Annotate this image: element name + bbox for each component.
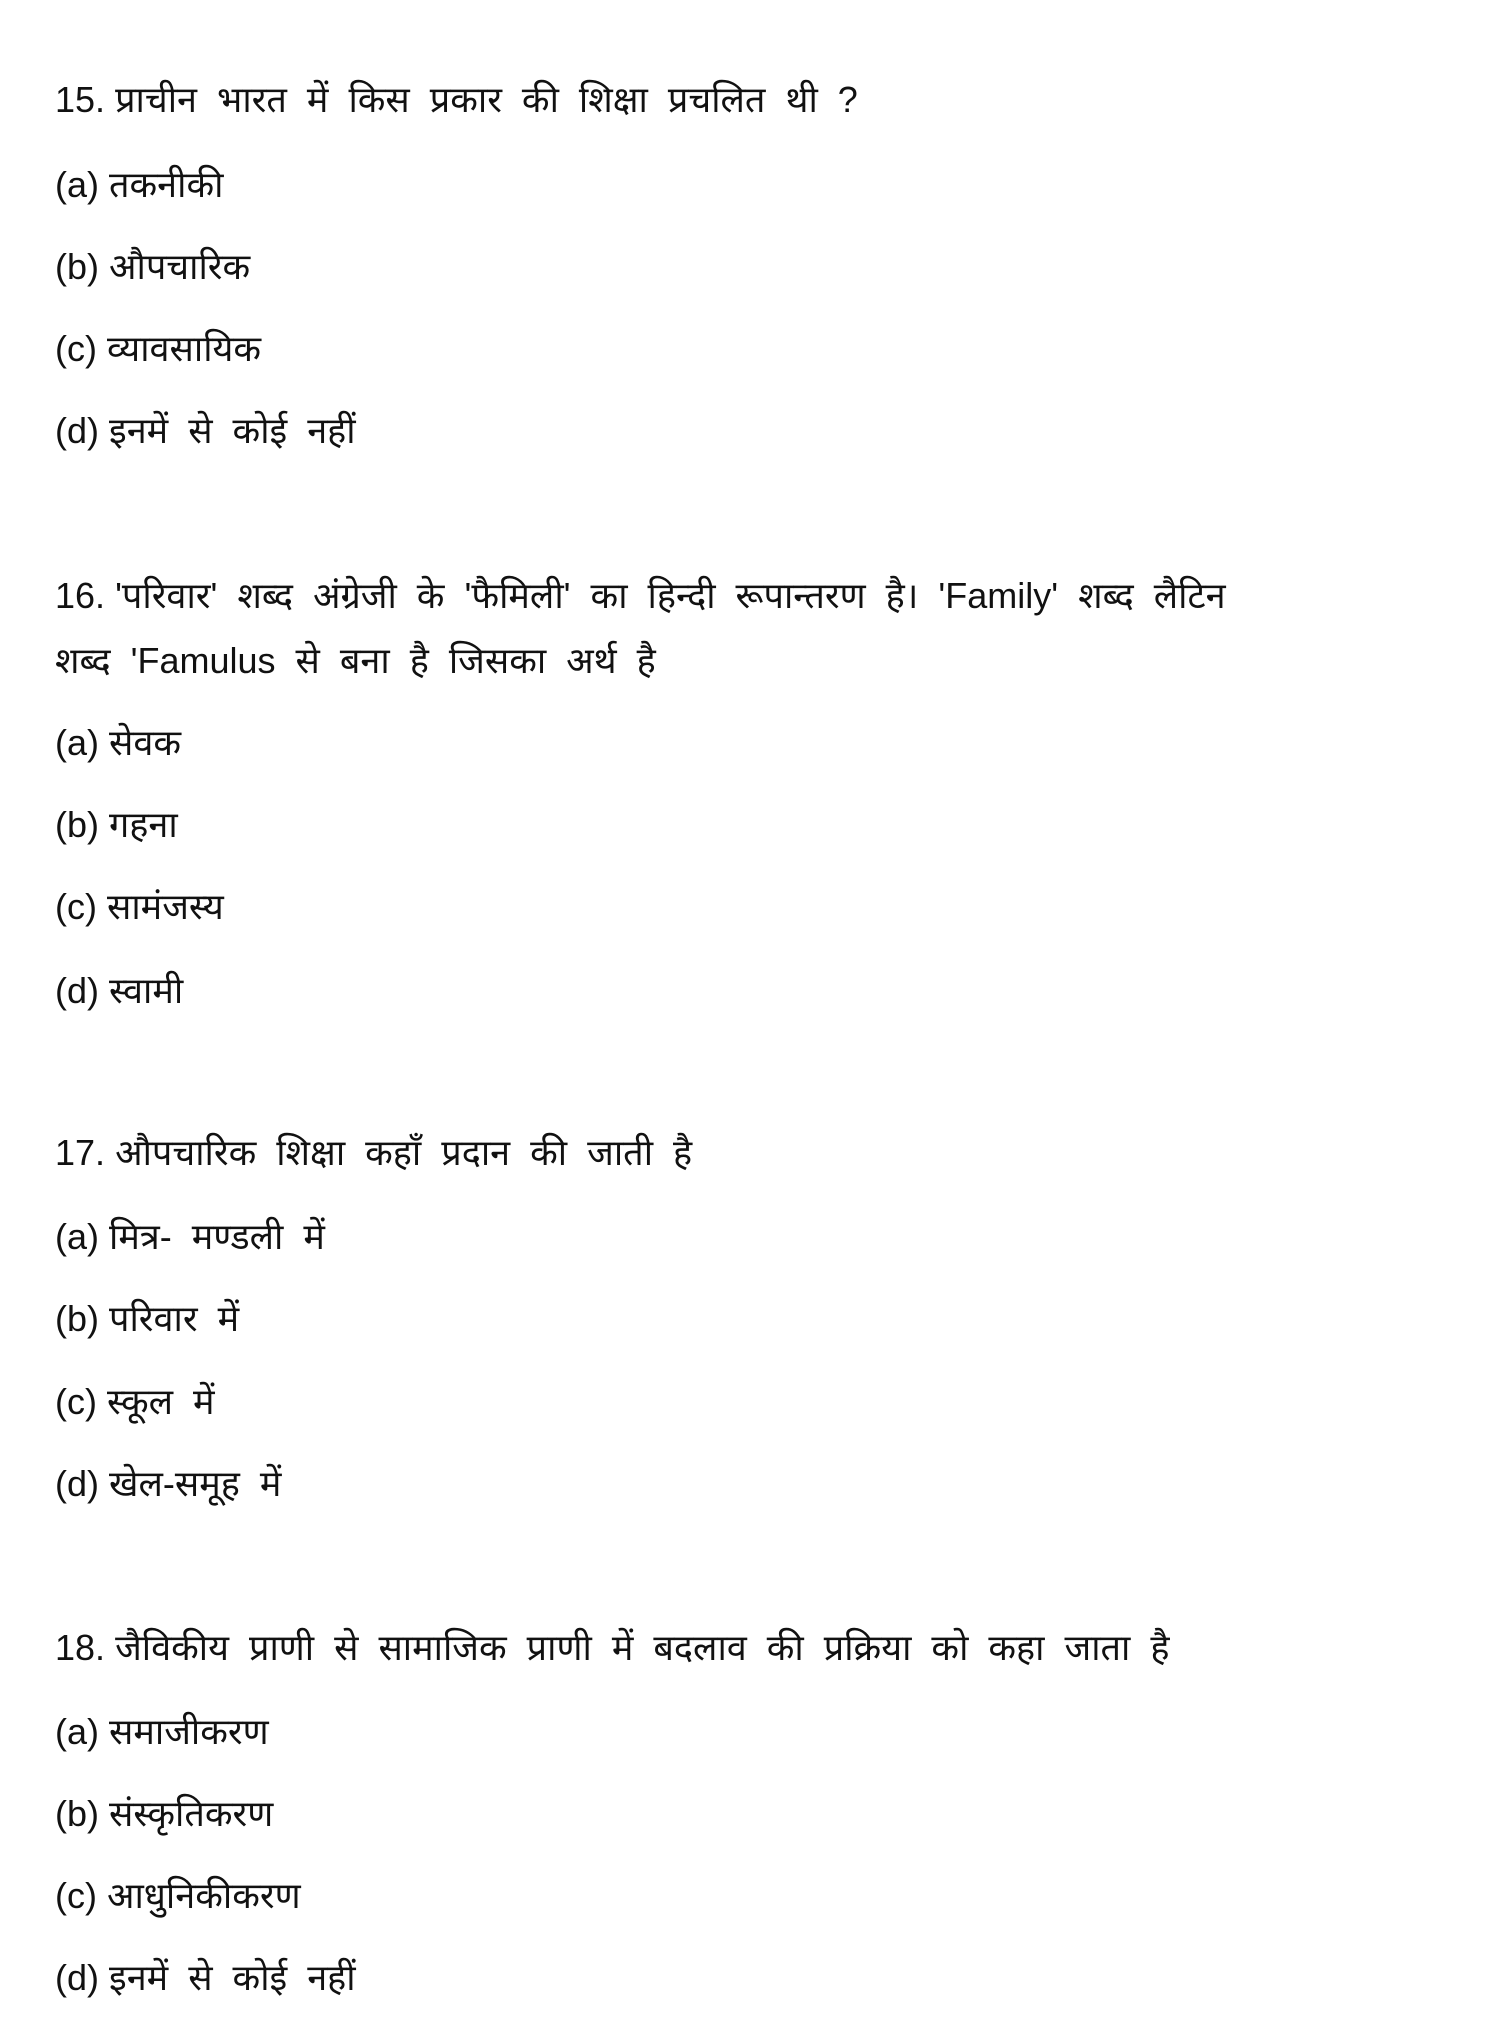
- option-15a: [55, 160, 223, 210]
- option-label: (d): [55, 970, 99, 1011]
- question-17: [55, 1128, 692, 1178]
- option-15d: [55, 406, 356, 456]
- option-16d: [55, 966, 183, 1016]
- option-label: (a): [55, 722, 99, 763]
- option-16a: [55, 718, 181, 768]
- option-text: आधुनिकीकरण: [107, 1875, 301, 1916]
- question-text: 'परिवार' शब्द अंग्रेजी के 'फैमिली' का हिन्दी रूपान्तरण है। 'Family' शब्द लैटिन: [115, 575, 1226, 616]
- option-15b: [55, 242, 250, 292]
- question-number: 18.: [55, 1627, 106, 1668]
- option-text: व्यावसायिक: [107, 328, 262, 369]
- option-18a: [55, 1707, 269, 1757]
- option-text: मित्र- मण्डली में: [109, 1216, 325, 1257]
- option-text: इनमें से कोई नहीं: [109, 1957, 356, 1998]
- question-number: 17.: [55, 1132, 106, 1173]
- option-17c: [55, 1377, 215, 1427]
- option-text: स्कूल में: [107, 1381, 215, 1422]
- option-label: (d): [55, 410, 99, 451]
- option-label: (c): [55, 886, 97, 927]
- option-text: सामंजस्य: [107, 886, 224, 927]
- option-16b: [55, 800, 178, 850]
- option-17b: [55, 1294, 239, 1344]
- option-label: (c): [55, 1875, 97, 1916]
- option-label: (c): [55, 328, 97, 369]
- question-number: 15.: [55, 79, 106, 120]
- option-label: (b): [55, 246, 99, 287]
- option-17a: [55, 1212, 325, 1262]
- option-text: इनमें से कोई नहीं: [109, 410, 356, 451]
- option-18b: [55, 1789, 273, 1839]
- option-label: (c): [55, 1381, 97, 1422]
- option-text: सेवक: [109, 722, 182, 763]
- option-15c: [55, 324, 261, 374]
- option-label: (a): [55, 1711, 99, 1752]
- option-16c: [55, 882, 224, 932]
- option-text: स्वामी: [109, 970, 184, 1011]
- option-18c: [55, 1871, 301, 1921]
- option-text: परिवार में: [109, 1298, 240, 1339]
- question-text: प्राचीन भारत में किस प्रकार की शिक्षा प्रचलित थी ?: [115, 79, 858, 120]
- option-text: समाजीकरण: [109, 1711, 269, 1752]
- option-label: (d): [55, 1957, 99, 1998]
- option-label: (d): [55, 1463, 99, 1504]
- option-17d: [55, 1459, 281, 1509]
- question-16: [55, 571, 1226, 621]
- question-text: शब्द 'Famulus से बना है जिसका अर्थ है: [55, 640, 656, 681]
- option-label: (a): [55, 164, 99, 205]
- option-text: गहना: [109, 804, 178, 845]
- question-text: जैविकीय प्राणी से सामाजिक प्राणी में बदलाव की प्रक्रिया को कहा जाता है: [115, 1627, 1170, 1668]
- option-label: (a): [55, 1216, 99, 1257]
- question-number: 16.: [55, 575, 106, 616]
- question-16-line-2: [55, 636, 656, 686]
- question-18: [55, 1623, 1169, 1673]
- option-text: तकनीकी: [109, 164, 224, 205]
- option-text: औपचारिक: [109, 246, 251, 287]
- option-18d: [55, 1953, 356, 2003]
- option-text: संस्कृतिकरण: [109, 1793, 274, 1834]
- option-label: (b): [55, 1793, 99, 1834]
- option-label: (b): [55, 1298, 99, 1339]
- option-label: (b): [55, 804, 99, 845]
- question-15: [55, 75, 858, 125]
- question-text: औपचारिक शिक्षा कहाँ प्रदान की जाती है: [115, 1132, 693, 1173]
- option-text: खेल-समूह में: [109, 1463, 282, 1504]
